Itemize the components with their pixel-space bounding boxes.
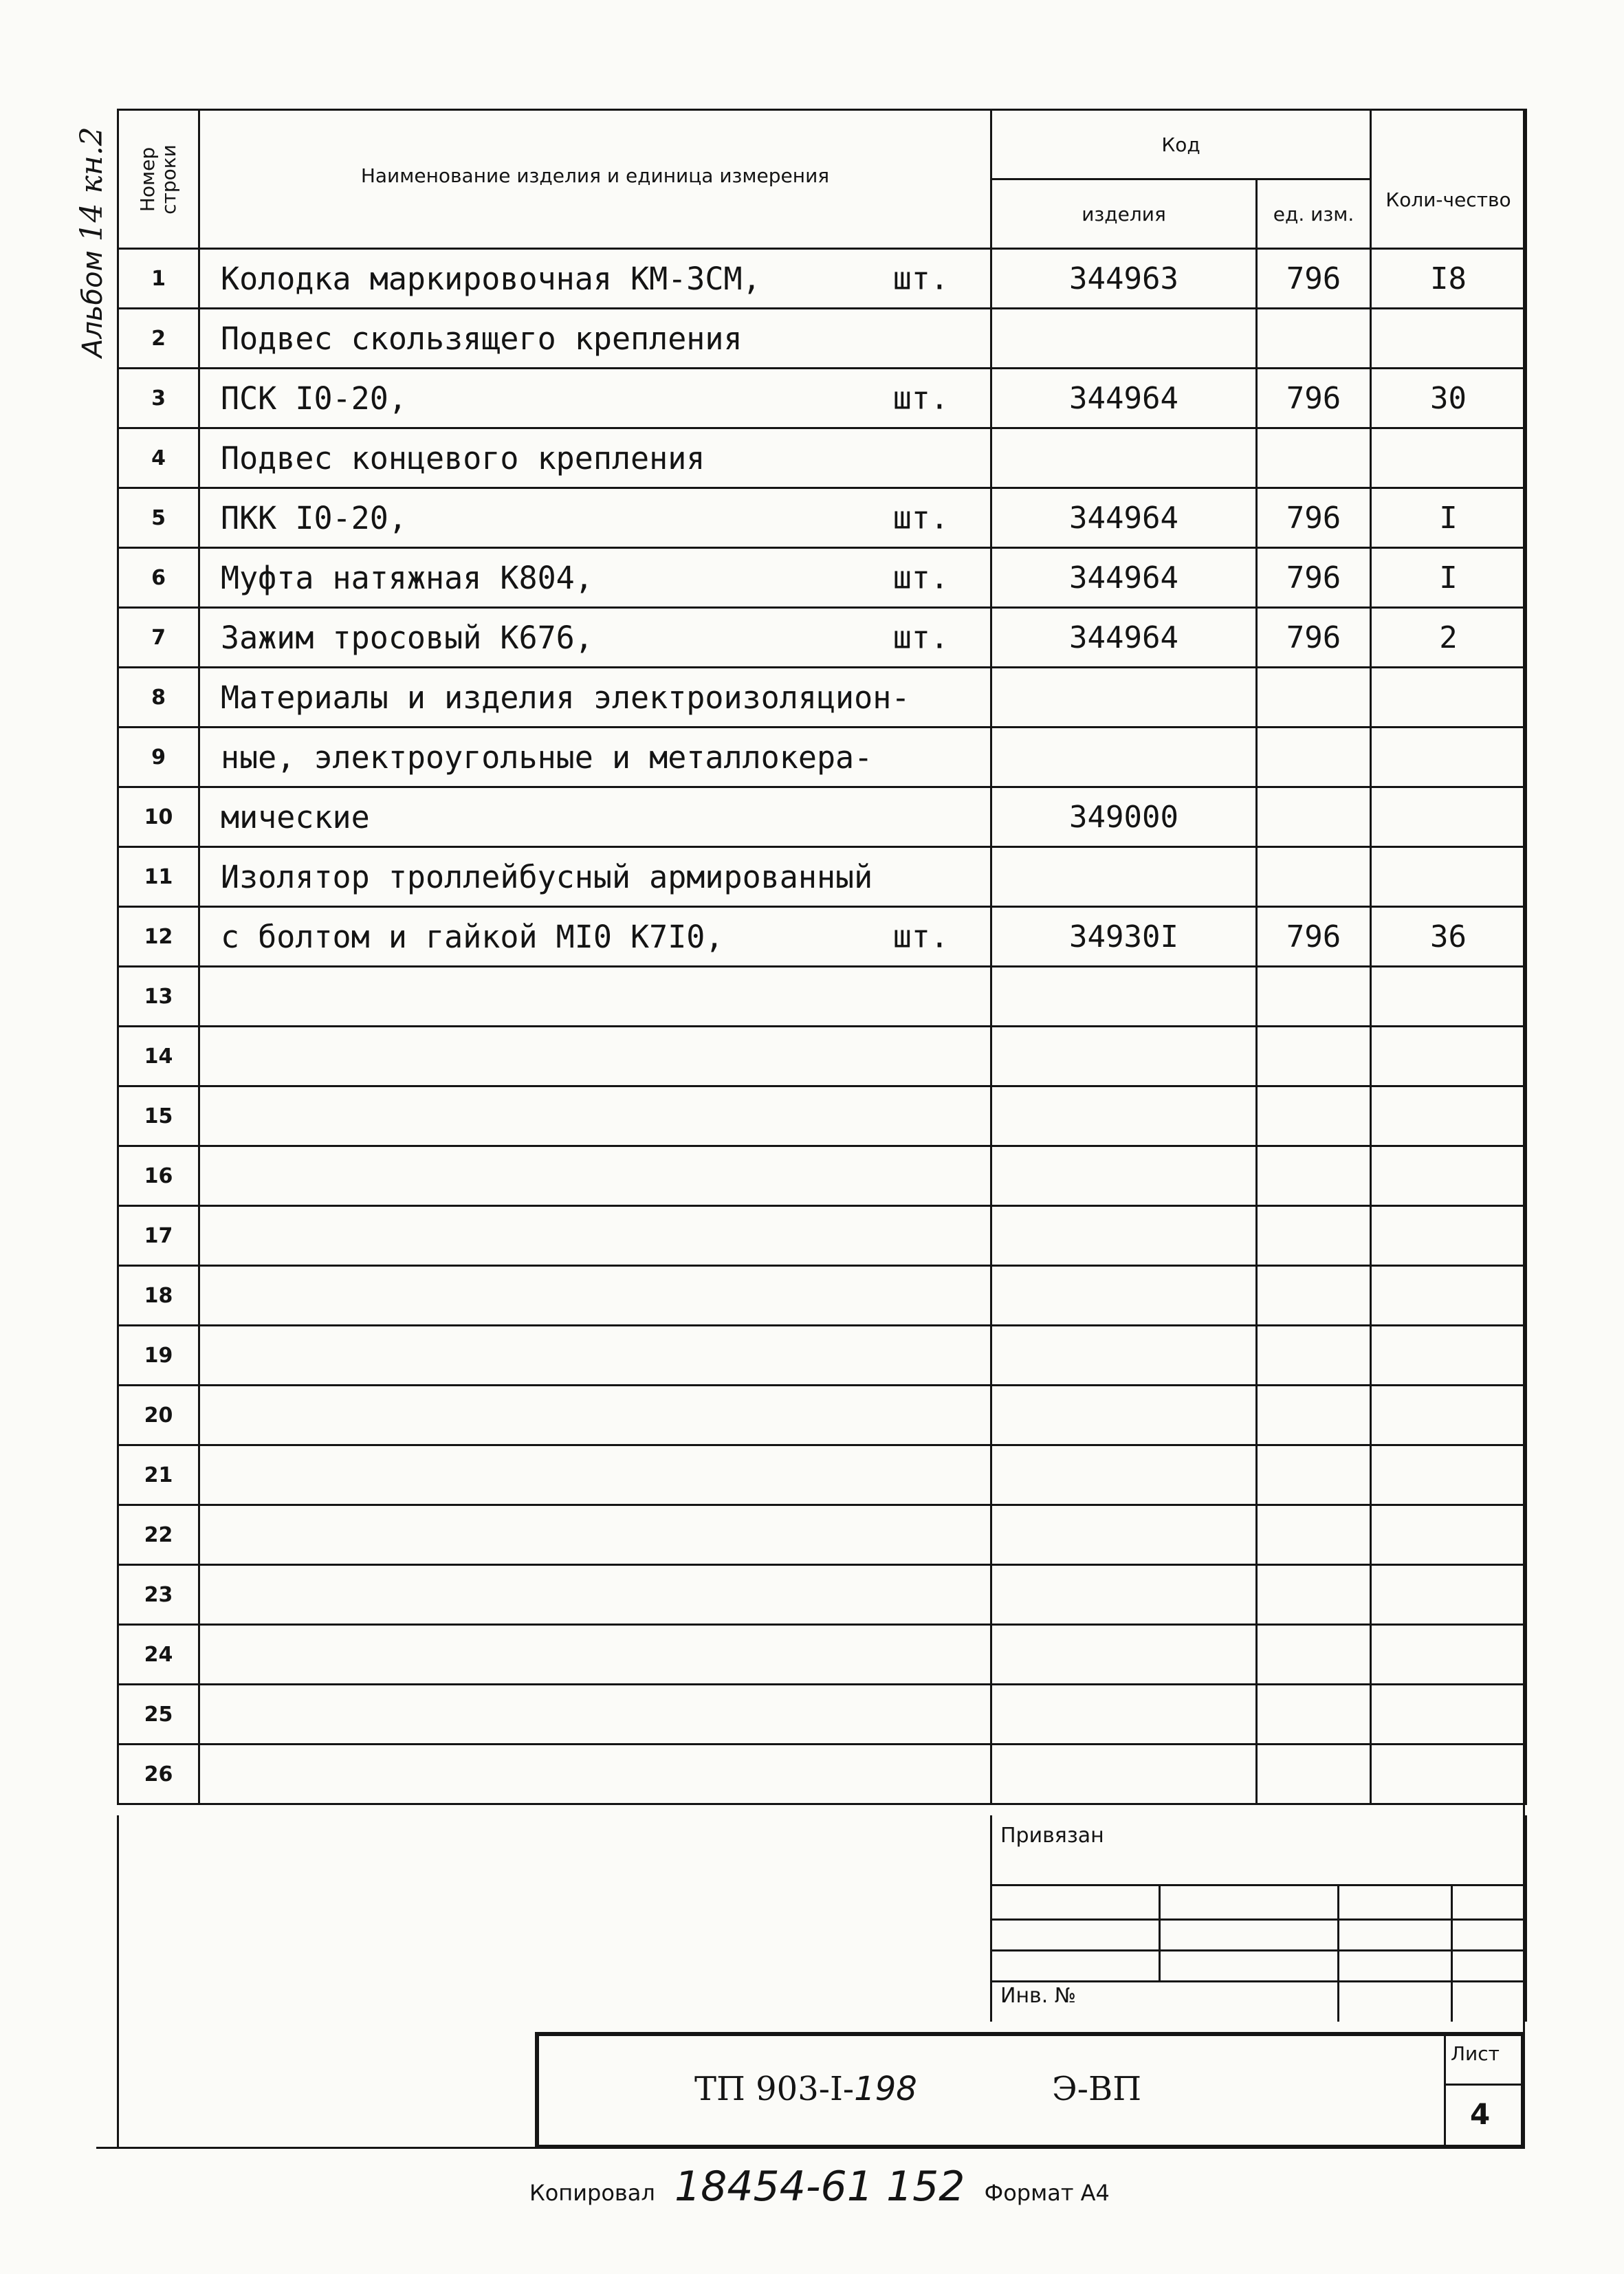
stamp-line [990,1949,1523,1952]
table-row [118,1266,1526,1326]
product-code [991,1565,1257,1625]
table-row [118,369,1526,428]
quantity [1371,1565,1526,1625]
row-number: 25 [118,1685,199,1745]
item-name: Муфта натяжная К804, [221,559,593,596]
table-row [118,1086,1526,1146]
title-block [535,2032,1523,2149]
item-name-cell [199,1685,991,1745]
row-number: 1 [118,249,199,309]
row-number: 7 [118,608,199,668]
product-code [991,1326,1257,1386]
item-name: ПСК I0-20, [221,380,407,417]
document-prefix: ТП 903-I- [694,2070,855,2108]
table-row [118,1326,1526,1386]
item-name-cell [199,907,991,967]
unit-code: 796 [1257,249,1371,309]
album-handwritten-number: 14 кн.2 [74,127,109,242]
row-number: 23 [118,1565,199,1625]
header-code-group: Код [991,110,1371,179]
row-number: 16 [118,1146,199,1206]
table-row [118,907,1526,967]
unit-code [1257,1326,1371,1386]
table-row [118,1386,1526,1445]
stamp-line [990,1980,1523,1982]
product-code [991,967,1257,1027]
product-code [991,847,1257,907]
item-name-cell [199,967,991,1027]
copy-number: 18454-61 152 [674,2163,965,2211]
row-number: 17 [118,1206,199,1266]
quantity [1371,1445,1526,1505]
quantity: I8 [1371,249,1526,309]
item-name: Подвес скользящего крепления [221,320,743,357]
row-number: 14 [118,1027,199,1086]
item-name-cell [199,847,991,907]
item-name-cell [199,1386,991,1445]
format-label: Формат А4 [984,2180,1110,2206]
quantity [1371,847,1526,907]
row-number: 26 [118,1745,199,1804]
table-row [118,428,1526,488]
quantity [1371,1326,1526,1386]
row-number: 18 [118,1266,199,1326]
stamp-line [1451,1884,1453,2022]
item-name-cell [199,668,991,728]
item-name-cell [199,548,991,608]
row-number: 3 [118,369,199,428]
row-number: 22 [118,1505,199,1565]
item-unit: шт. [892,260,949,297]
item-name-cell [199,249,991,309]
footer [529,2163,1110,2211]
row-number: 11 [118,847,199,907]
row-number: 24 [118,1625,199,1685]
table-row [118,608,1526,668]
item-name-cell [199,1445,991,1505]
quantity [1371,1386,1526,1445]
quantity: I [1371,488,1526,548]
quantity [1371,1685,1526,1745]
unit-code [1257,1086,1371,1146]
quantity [1371,1086,1526,1146]
table-row [118,1565,1526,1625]
unit-code [1257,309,1371,369]
quantity: 2 [1371,608,1526,668]
unit-code [1257,428,1371,488]
table-row [118,1445,1526,1505]
quantity: 36 [1371,907,1526,967]
album-label [74,127,109,358]
item-name-cell [199,488,991,548]
header-unit-code: ед. изм. [1257,179,1371,249]
unit-code [1257,1445,1371,1505]
row-number: 6 [118,548,199,608]
row-number: 20 [118,1386,199,1445]
product-code [991,1685,1257,1745]
inventory-number-label: Инв. № [1000,1984,1077,2008]
item-name-cell [199,1206,991,1266]
row-number: 12 [118,907,199,967]
unit-code [1257,728,1371,787]
product-code [991,1086,1257,1146]
item-name-cell [199,608,991,668]
quantity [1371,787,1526,847]
table-row [118,548,1526,608]
quantity [1371,1266,1526,1326]
row-number: 13 [118,967,199,1027]
stamp-line [990,1918,1523,1921]
item-unit: шт. [892,559,949,596]
product-code [991,728,1257,787]
document-code: Э-ВП [1052,2070,1142,2108]
unit-code: 796 [1257,488,1371,548]
item-name: Зажим тросовый К676, [221,619,593,656]
product-code [991,1146,1257,1206]
stamp-line [1159,1884,1161,1980]
unit-code: 796 [1257,548,1371,608]
unit-code [1257,668,1371,728]
row-number: 19 [118,1326,199,1386]
table-row [118,668,1526,728]
table-row [118,1206,1526,1266]
table-row [118,787,1526,847]
right-border [1523,109,1525,2149]
quantity [1371,1206,1526,1266]
table-row [118,1027,1526,1086]
item-unit: шт. [892,918,949,955]
row-number: 9 [118,728,199,787]
product-code [991,1206,1257,1266]
copied-label: Копировал [529,2180,655,2206]
product-code: 344964 [991,548,1257,608]
item-name: Материалы и изделия электроизоляцион- [221,679,910,716]
item-unit: шт. [892,619,949,656]
item-name: с болтом и гайкой МI0 К7I0, [221,918,724,955]
table-row [118,1745,1526,1804]
item-name-cell [199,428,991,488]
header-row-number: Номер строки [118,110,199,249]
album-printed-label: Альбом [77,250,109,358]
unit-code [1257,1505,1371,1565]
item-name: мические [221,798,370,835]
product-code [991,1386,1257,1445]
item-name: ПКК I0-20, [221,499,407,536]
unit-code [1257,1146,1371,1206]
product-code [991,1625,1257,1685]
item-unit: шт. [892,499,949,536]
unit-code [1257,847,1371,907]
item-name-cell [199,1745,991,1804]
header-product-code: изделия [991,179,1257,249]
quantity: I [1371,548,1526,608]
stamp-line [990,1884,1523,1886]
left-border [117,1815,119,2149]
row-number: 15 [118,1086,199,1146]
quantity: 30 [1371,369,1526,428]
product-code: 344963 [991,249,1257,309]
row-number: 8 [118,668,199,728]
unit-code [1257,967,1371,1027]
quantity [1371,1146,1526,1206]
product-code [991,1505,1257,1565]
product-code [991,1027,1257,1086]
table-row [118,488,1526,548]
table-row [118,967,1526,1027]
specification-table [117,109,1527,1805]
row-number: 2 [118,309,199,369]
sheet-label: Лист [1451,2042,1500,2065]
item-name-cell [199,1086,991,1146]
table-row [118,249,1526,309]
table-row [118,728,1526,787]
product-code [991,309,1257,369]
product-code: 344964 [991,369,1257,428]
product-code [991,1266,1257,1326]
item-name-cell [199,1146,991,1206]
unit-code [1257,1625,1371,1685]
quantity [1371,1027,1526,1086]
quantity [1371,668,1526,728]
item-name-cell [199,1266,991,1326]
product-code [991,1445,1257,1505]
item-name-cell [199,728,991,787]
item-name-cell [199,1565,991,1625]
sheet-divider [1444,2084,1523,2086]
unit-code [1257,1386,1371,1445]
item-unit: шт. [892,380,949,417]
item-name: Изолятор троллейбусный армированный [221,858,873,895]
item-name: Подвес концевого крепления [221,439,705,477]
bottom-border [96,2147,1525,2149]
product-code: 344964 [991,488,1257,548]
unit-code [1257,1266,1371,1326]
table-row [118,1505,1526,1565]
quantity [1371,1505,1526,1565]
table-row [118,309,1526,369]
unit-code [1257,787,1371,847]
sheet-number: 4 [1470,2097,1491,2131]
header-quantity: Коли-чество [1371,110,1526,249]
document-number [694,2070,917,2108]
row-number: 10 [118,787,199,847]
item-name-cell [199,309,991,369]
quantity [1371,728,1526,787]
table-row [118,1685,1526,1745]
item-name-cell [199,1027,991,1086]
quantity [1371,1745,1526,1804]
unit-code: 796 [1257,369,1371,428]
unit-code [1257,1745,1371,1804]
unit-code [1257,1685,1371,1745]
table-row [118,847,1526,907]
header-name: Наименование изделия и единица измерения [199,110,991,249]
quantity [1371,967,1526,1027]
table-row [118,1146,1526,1206]
unit-code: 796 [1257,907,1371,967]
item-name-cell [199,1326,991,1386]
product-code [991,1745,1257,1804]
product-code: 34930I [991,907,1257,967]
item-name-cell [199,369,991,428]
item-name: Колодка маркировочная КМ-3СМ, [221,260,761,297]
document-handwritten: 198 [854,2070,917,2108]
product-code [991,668,1257,728]
table-row [118,1625,1526,1685]
row-number: 5 [118,488,199,548]
quantity [1371,309,1526,369]
product-code [991,428,1257,488]
unit-code: 796 [1257,608,1371,668]
unit-code [1257,1206,1371,1266]
stamp-line [1337,1884,1339,2022]
unit-code [1257,1027,1371,1086]
item-name-cell [199,1505,991,1565]
item-name: ные, электроугольные и металлокера- [221,739,873,776]
product-code: 344964 [991,608,1257,668]
item-name-cell [199,787,991,847]
row-number: 4 [118,428,199,488]
row-number: 21 [118,1445,199,1505]
product-code: 349000 [991,787,1257,847]
linked-label: Привязан [1000,1824,1104,1848]
item-name-cell [199,1625,991,1685]
unit-code [1257,1565,1371,1625]
quantity [1371,428,1526,488]
quantity [1371,1625,1526,1685]
